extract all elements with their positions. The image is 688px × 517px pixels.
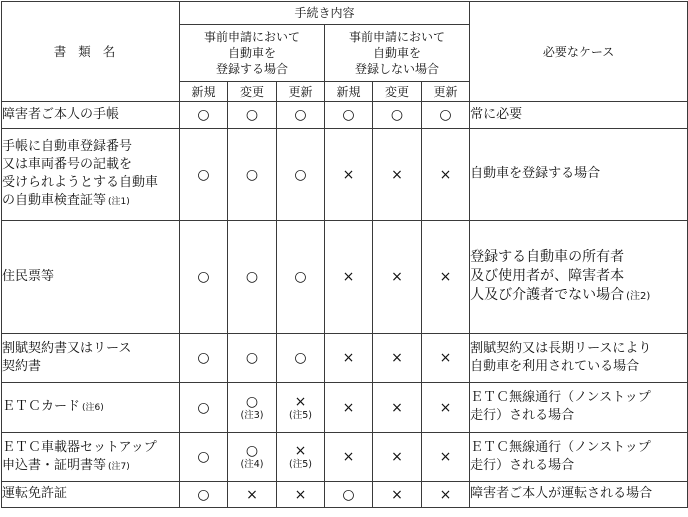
mark: × [294,393,307,410]
mark-cell [277,102,325,129]
document-name: 割賦契約書又はリース 契約書 [2,340,132,374]
mark: × [391,350,403,366]
mark-cell [228,334,277,383]
header-procedure [180,2,470,25]
header-document-name-text: 書類名 [53,43,128,59]
document-name: 障害者ご本人の手帳 [2,106,120,122]
document-note: (注6) [82,403,104,413]
mark: × [294,443,307,459]
mark-cell [325,221,373,334]
mark: ○ [245,350,259,366]
header-sub-change-text: 変更 [239,84,264,99]
mark: × [439,486,452,503]
mark-cell [180,433,228,482]
mark: × [294,486,307,503]
mark: ○ [342,107,355,123]
table-row [2,433,688,482]
mark: × [439,269,452,285]
mark-cell [373,433,422,482]
document-name: ＥＴＣカード [2,399,81,414]
header-sub-new-text: 新規 [191,84,216,99]
mark-cell [277,433,325,482]
header-required-case-text: 必要なケース [542,44,615,59]
mark: × [439,166,452,183]
mark: ○ [197,269,210,285]
document-name: 運転免許証 [2,486,68,501]
document-name: 住民票等 [2,268,55,284]
header-sub-renew [277,82,325,102]
required-case-cell [470,482,688,508]
mark-cell [325,334,373,383]
document-name-cell [2,383,180,433]
mark-note: (注5) [289,409,312,421]
mark-cell [228,383,277,433]
table-row [2,383,688,433]
header-group-not-register [325,25,470,82]
mark: ○ [342,486,355,503]
mark-note: (注4) [240,459,264,470]
document-name-cell [2,482,180,508]
required-case-cell [470,334,688,383]
mark-cell [422,482,470,508]
mark: ○ [197,486,210,503]
mark-cell [277,129,325,221]
mark: × [246,486,258,503]
header-group-register-text: 事前申請において 自動車を 登録する場合 [203,30,300,76]
header-required-case [470,2,688,102]
required-case-text: 常に必要 [470,106,523,122]
mark-cell [277,383,325,433]
mark: ○ [245,269,259,285]
document-name: ＥＴＣ車載器セットアップ 申込書・証明書等 [2,439,157,473]
mark-note: (注3) [240,409,264,421]
table-row [2,482,688,508]
mark-cell [422,102,470,129]
mark: × [391,166,403,183]
header-sub-change [373,82,422,102]
required-case-text: ＥＴＣ無線通行（ノンストップ 走行）される場合 [470,439,651,473]
mark: ○ [197,166,210,183]
mark: × [391,449,403,465]
required-documents-table [1,1,688,508]
mark-cell [180,221,228,334]
mark-cell [228,433,277,482]
required-case-text: 割賦契約又は長期リースにより 自動車を利用されている場合 [470,340,652,374]
table-row [2,102,688,129]
header-sub-renew-text: 更新 [288,84,313,99]
mark-cell [373,482,422,508]
mark-cell [373,221,422,334]
table-row [2,334,688,383]
mark: ○ [245,107,259,123]
document-name-cell [2,334,180,383]
mark-cell [277,221,325,334]
mark: × [439,350,452,366]
header-sub-change [228,82,277,102]
table-row [2,221,688,334]
document-name-cell [2,221,180,334]
mark-cell [373,129,422,221]
document-note: (注7) [108,461,130,472]
mark: × [439,449,452,465]
mark-cell [325,129,373,221]
header-sub-new [180,82,228,102]
header-sub-new-text: 新規 [336,84,361,99]
header-sub-renew-text: 更新 [433,84,458,99]
required-case-note: (注2) [626,291,651,302]
mark-cell [422,334,470,383]
required-case-cell [470,221,688,334]
mark-cell [180,334,228,383]
required-case-text: ＥＴＣ無線通行（ノンストップ 走行）される場合 [470,390,651,423]
mark: ○ [245,393,259,410]
mark: ○ [294,107,307,123]
document-note: (注1) [108,197,130,207]
mark-cell [180,129,228,221]
mark-cell [422,129,470,221]
required-case-text: 登録する自動車の所有者 及び使用者が、障害者本 人及び介護者でない場合 [470,249,625,303]
mark: ○ [197,350,210,366]
document-name-cell [2,102,180,129]
mark: ○ [197,449,210,465]
mark-cell [422,433,470,482]
mark-cell [228,129,277,221]
header-group-not-register-text: 事前申請において 自動車を 登録しない場合 [349,30,446,76]
mark-cell [180,102,228,129]
mark: ○ [245,443,259,459]
document-name: 手帳に自動車登録番号 又は車両番号の記載を 受けられようとする自動車 の自動車検査証等 [2,139,159,208]
mark: ○ [197,107,210,123]
mark-cell [422,221,470,334]
mark: × [342,449,355,465]
mark-cell [228,482,277,508]
document-name-cell [2,433,180,482]
mark-cell [325,383,373,433]
mark-cell [180,383,228,433]
mark-cell [180,482,228,508]
header-sub-change-text: 変更 [384,84,409,99]
mark: ○ [245,166,259,183]
required-case-cell [470,383,688,433]
mark-cell [422,383,470,433]
mark-cell [228,102,277,129]
mark-cell [373,383,422,433]
required-case-text: 自動車を登録する場合 [470,166,601,181]
header-document-name [2,2,180,102]
mark: ○ [294,350,307,366]
header-procedure-text: 手続き内容 [294,6,355,20]
header-group-register [180,25,325,82]
mark-cell [277,334,325,383]
mark: × [342,269,355,285]
mark: × [342,350,355,366]
mark: ○ [439,107,452,123]
mark: × [391,486,403,503]
required-case-cell [470,433,688,482]
mark-cell [325,482,373,508]
mark-cell [373,102,422,129]
mark-cell [325,433,373,482]
mark-cell [277,482,325,508]
mark: × [439,399,452,416]
mark-cell [325,102,373,129]
mark: × [391,399,403,416]
mark: ○ [197,399,210,416]
mark: × [342,399,355,416]
mark: ○ [294,166,307,183]
mark: ○ [390,107,404,123]
mark: × [342,166,355,183]
required-case-cell [470,129,688,221]
table-row [2,129,688,221]
document-name-cell [2,129,180,221]
mark-note: (注5) [289,459,312,470]
required-case-cell [470,102,688,129]
header-sub-renew [422,82,470,102]
header-sub-new [325,82,373,102]
required-case-text: 障害者ご本人が運転される場合 [470,486,653,501]
mark-cell [228,221,277,334]
mark-cell [373,334,422,383]
mark: ○ [294,269,307,285]
mark: × [391,269,403,285]
